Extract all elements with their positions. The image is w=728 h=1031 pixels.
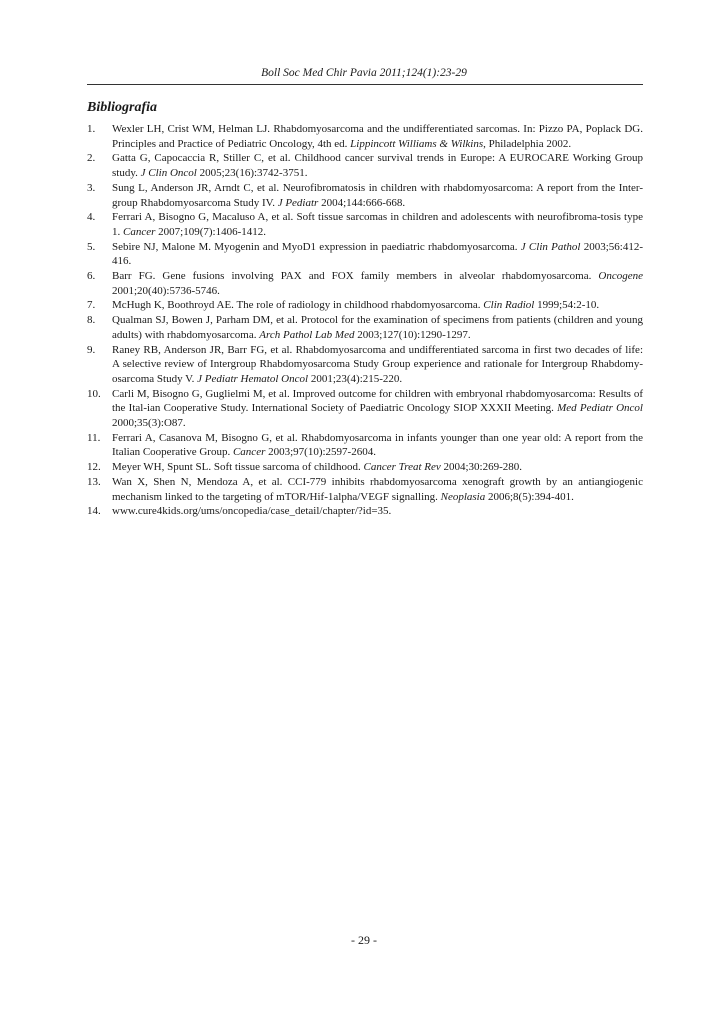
- journal-title: J Clin Oncol: [140, 167, 197, 180]
- reference-segment: Sebire NJ, Malone M. Myogenin and MyoD1 expression in paediatric rhabdomyosarcoma.: [112, 240, 521, 253]
- reference-number: 7.: [87, 299, 96, 312]
- reference-number: 13.: [87, 475, 101, 488]
- reference-number: 5.: [87, 240, 96, 253]
- reference-text: [112, 181, 643, 210]
- section-heading: Bibliografia: [87, 100, 158, 115]
- reference-number: 9.: [87, 343, 96, 356]
- reference-list: [87, 122, 643, 519]
- reference-segment: , Philadelphia 2002.: [483, 137, 572, 150]
- reference-number: 8.: [87, 314, 96, 327]
- journal-title: Neoplasia: [440, 490, 486, 503]
- reference-item: [87, 210, 643, 239]
- reference-item: [87, 387, 643, 431]
- reference-segment: Qualman SJ, Bowen J, Parham DM, et al. Protocol for the examination of specimens from patients (children and young adults) with rhabdomyosarcoma.: [112, 314, 643, 341]
- reference-number: 12.: [87, 461, 101, 474]
- journal-title: Cancer: [232, 446, 266, 459]
- reference-segment: Wan X, Shen N, Mendoza A, et al. CCI-779 inhibits rhabdomyosarcoma xenograft growth by an antiangiogenic mechanism linked to the targeting of mTOR/Hif-1alpha/VEGF signalling.: [112, 475, 643, 503]
- reference-item: [87, 269, 643, 298]
- reference-item: [87, 504, 643, 519]
- reference-text: [112, 269, 643, 298]
- journal-title: Lippincott Williams & Wilkins: [350, 137, 484, 150]
- reference-text: [112, 240, 643, 269]
- reference-item: [87, 151, 643, 180]
- reference-segment: McHugh K, Boothroyd AE. The role of radiology in childhood rhabdomyosarcoma.: [112, 299, 484, 312]
- reference-text: [112, 460, 643, 475]
- journal-title: Arch Pathol Lab Med: [259, 328, 355, 341]
- journal-title: J Pediatr: [277, 196, 319, 209]
- reference-segment: Gatta G, Capocaccia R, Stiller C, et al. Childhood cancer survival trends in Europe: A EUROCARE Working Group study.: [112, 152, 643, 180]
- reference-text: [112, 151, 643, 180]
- reference-segment: 2006;8(5):394-401.: [485, 490, 574, 503]
- reference-item: [87, 313, 643, 342]
- reference-number: 3.: [87, 181, 96, 194]
- reference-number: 2.: [87, 152, 96, 165]
- reference-text: [112, 475, 643, 504]
- reference-item: [87, 431, 643, 460]
- reference-segment: 2003;127(10):1290-1297.: [354, 328, 471, 341]
- reference-segment: 2004;144:666-668.: [318, 196, 406, 209]
- reference-segment: Ferrari A, Casanova M, Bisogno G, et al. Rhabdomyosarcoma in infants younger than one year old: A report from the Italian Cooperative Group.: [112, 431, 643, 459]
- reference-text: [112, 431, 643, 460]
- header-rule: [87, 84, 643, 85]
- reference-text: [112, 387, 643, 431]
- journal-title: Cancer: [123, 225, 156, 238]
- reference-segment: 2005;23(16):3742-3751.: [196, 167, 308, 180]
- page-number: - 29 -: [351, 933, 377, 947]
- reference-segment: Ferrari A, Bisogno G, Macaluso A, et al. Soft tissue sarcomas in children and adolescents with neurofibroma-tosis type 1.: [112, 211, 643, 238]
- reference-text: [112, 343, 643, 387]
- reference-segment: 2003;56:412-416.: [112, 240, 643, 268]
- journal-title: Clin Radiol: [483, 299, 535, 312]
- reference-segment: Barr FG. Gene fusions involving PAX and FOX family members in alveolar rhabdomyosarcoma.: [112, 270, 599, 283]
- reference-segment: Raney RB, Anderson JR, Barr FG, et al. Rhabdomyosarcoma and undifferentiated sarcoma in first two decades of life: A selective review of Intergroup Rhabdomyosarcoma Study Group experience and rationale for Intergroup Rhabdomy-osarcoma Study V.: [112, 343, 643, 385]
- reference-item: [87, 475, 643, 504]
- reference-text: [112, 313, 643, 342]
- reference-item: [87, 298, 643, 313]
- reference-number: 10.: [87, 387, 101, 400]
- reference-segment: 1999;54:2-10.: [534, 299, 600, 312]
- reference-item: [87, 343, 643, 387]
- reference-segment: Sung L, Anderson JR, Arndt C, et al. Neurofibromatosis in children with rhabdomyosarcoma: A report from the Inter-group Rhabdomyosarcoma Study IV.: [112, 181, 643, 209]
- reference-segment: 2001;23(4):215-220.: [308, 372, 403, 385]
- reference-segment: 2001;20(40):5736-5746.: [112, 284, 220, 297]
- reference-text: [112, 210, 643, 239]
- reference-item: [87, 122, 643, 151]
- running-header: Boll Soc Med Chir Pavia 2011;124(1):23-29: [261, 67, 467, 79]
- reference-number: 4.: [87, 211, 96, 224]
- reference-segment: 2004;30:269-280.: [440, 461, 523, 474]
- reference-number: 1.: [87, 123, 96, 135]
- reference-segment: 2003;97(10):2597-2604.: [265, 446, 376, 459]
- journal-title: Oncogene: [598, 270, 643, 283]
- reference-number: 11.: [87, 431, 101, 444]
- reference-item: [87, 181, 643, 210]
- reference-text: [112, 504, 643, 519]
- reference-segment: Meyer WH, Spunt SL. Soft tissue sarcoma of childhood.: [112, 461, 364, 474]
- journal-title: J Pediatr Hematol Oncol: [197, 372, 309, 385]
- reference-segment: Wexler LH, Crist WM, Helman LJ. Rhabdomyosarcoma and the undifferentiated sarcomas. In: Pizzo PA, Poplack DG. Principles and Practice of Pediatric Oncology, 4th ed.: [112, 123, 643, 150]
- journal-title: Cancer Treat Rev: [363, 461, 441, 474]
- reference-segment: 2000;35(3):O87.: [112, 417, 186, 430]
- journal-title: J Clin Pathol: [520, 240, 581, 253]
- journal-title: Med Pediatr Oncol: [557, 402, 643, 415]
- reference-text: [112, 298, 643, 313]
- reference-segment: www.cure4kids.org/ums/oncopedia/case_detail/chapter/?id=35.: [112, 505, 392, 518]
- reference-number: 6.: [87, 270, 96, 283]
- reference-item: [87, 240, 643, 269]
- reference-segment: Carli M, Bisogno G, Guglielmi M, et al. Improved outcome for children with embryonal rhabdomyosarcoma: Results of the Ital-ian Cooperative Study. International Society of Paediatric Oncology SIOP XXXII Meeting.: [112, 387, 643, 415]
- reference-number: 14.: [87, 505, 101, 518]
- reference-segment: 2007;109(7):1406-1412.: [155, 225, 266, 238]
- reference-item: [87, 460, 643, 475]
- reference-text: [112, 122, 643, 151]
